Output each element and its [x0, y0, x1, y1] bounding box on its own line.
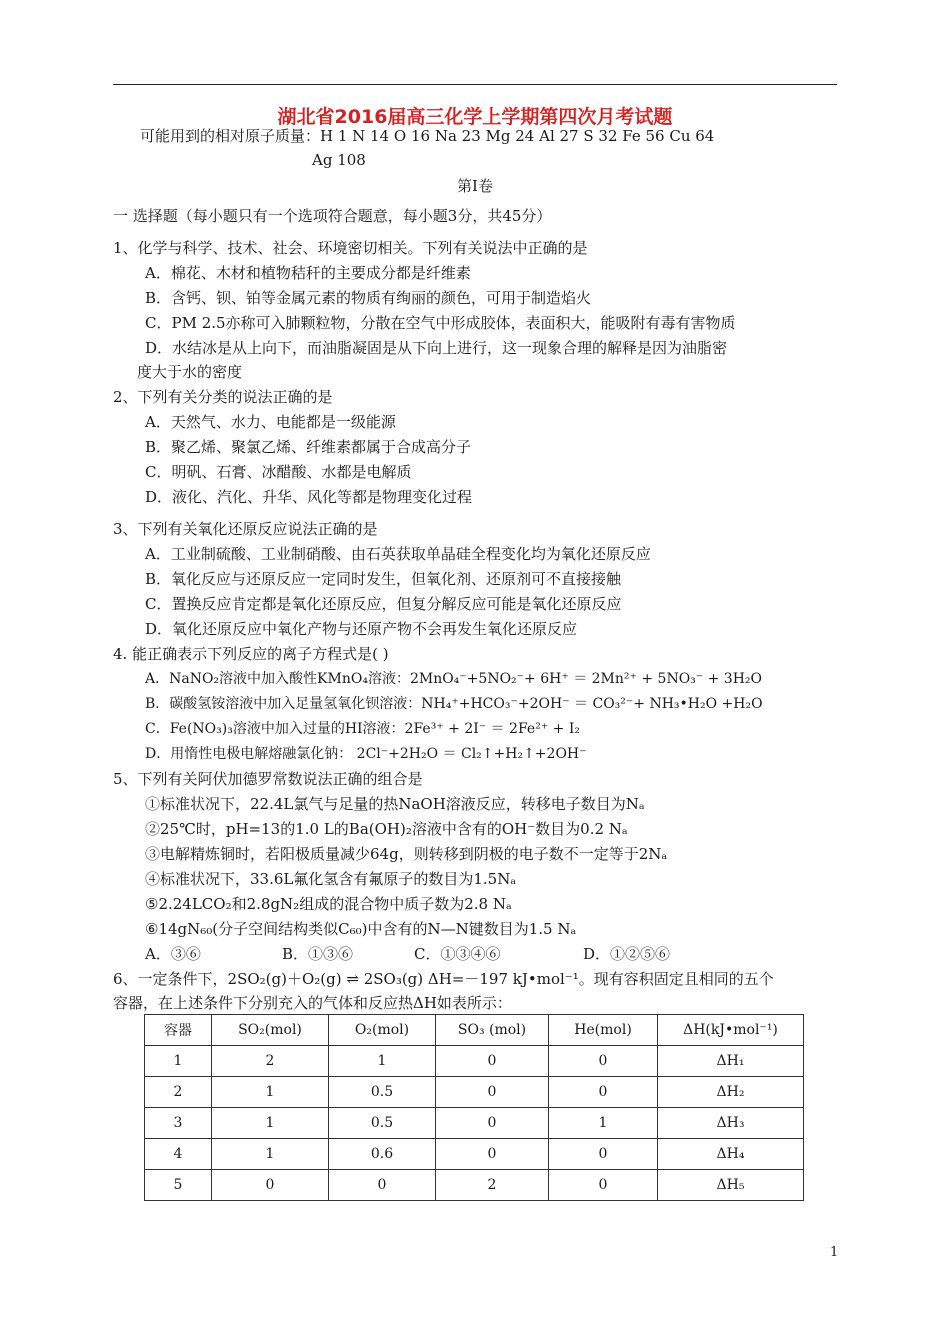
table-row	[145, 1077, 804, 1108]
q1-option-d-cont: 度大于水的密度	[137, 363, 243, 381]
table-cell: 1	[212, 1139, 329, 1170]
table-cell: 1	[212, 1077, 329, 1108]
table-cell: 4	[145, 1139, 212, 1170]
q5-option-d: D．①②⑤⑥	[583, 945, 671, 963]
table-row	[145, 1170, 804, 1201]
table-cell: 5	[145, 1170, 212, 1201]
q5-option-c: C．①③④⑥	[414, 945, 501, 963]
q1-option-d: D．水结冰是从上向下，而油脂凝固是从下向上进行，这一现象合理的解释是因为油脂密	[145, 339, 728, 357]
table-cell: 2	[212, 1046, 329, 1077]
table-header-cell: 容器	[145, 1015, 212, 1046]
q5-item-4: ④标准状况下，33.6L氟化氢含有氟原子的数目为1.5Nₐ	[145, 870, 517, 888]
table-cell: 0	[436, 1077, 549, 1108]
q1-option-c: C．PM 2.5亦称可入肺颗粒物，分散在空气中形成胶体，表面积大，能吸附有毒有害物质	[145, 314, 736, 332]
table-cell: 0	[549, 1139, 658, 1170]
q5-option-b: B．①③⑥	[282, 945, 354, 963]
part1-header: 一 选择题（每小题只有一个选项符合题意，每小题3分，共45分）	[113, 207, 552, 225]
table-cell: 1	[549, 1108, 658, 1139]
q1-option-a: A．棉花、木材和植物秸秆的主要成分都是纤维素	[145, 264, 471, 282]
q6-stem-cont: 容器，在上述条件下分别充入的气体和反应热ΔH如表所示：	[113, 994, 512, 1012]
table-cell: 1	[329, 1046, 436, 1077]
table-cell: 0	[329, 1170, 436, 1201]
q3-stem: 3、下列有关氧化还原反应说法正确的是	[113, 520, 378, 538]
table-cell: 3	[145, 1108, 212, 1139]
table-row	[145, 1108, 804, 1139]
q2-stem: 2、下列有关分类的说法正确的是	[113, 388, 333, 406]
table-header-cell: ΔH(kJ•mol⁻¹)	[658, 1015, 804, 1046]
table-cell: 2	[436, 1170, 549, 1201]
container-table	[144, 1014, 804, 1201]
table-header-row	[145, 1015, 804, 1046]
q2-option-d: D．液化、汽化、升华、风化等都是物理变化过程	[145, 488, 473, 506]
table-row	[145, 1046, 804, 1077]
q1-stem: 1、化学与科学、技术、社会、环境密切相关。下列有关说法中正确的是	[113, 239, 588, 257]
section-heading: 第Ⅰ卷	[457, 177, 493, 195]
table-cell: 1	[145, 1046, 212, 1077]
table-cell: 0	[549, 1170, 658, 1201]
table-cell: ΔH₃	[658, 1108, 804, 1139]
table-cell: 1	[212, 1108, 329, 1139]
q5-item-1: ①标准状况下，22.4L氯气与足量的热NaOH溶液反应，转移电子数目为Nₐ	[145, 795, 645, 813]
q3-option-a: A．工业制硫酸、工业制硝酸、由石英获取单晶硅全程变化均为氧化还原反应	[145, 545, 651, 563]
table-header-cell: SO₂(mol)	[212, 1015, 329, 1046]
table-cell: 0	[212, 1170, 329, 1201]
atomic-masses: 可能用到的相对原子质量：H 1 N 14 O 16 Na 23 Mg 24 Al 27 S 32 Fe 56 Cu 64	[140, 127, 715, 145]
q2-option-a: A．天然气、水力、电能都是一级能源	[145, 413, 396, 431]
q5-stem: 5、下列有关阿伏加德罗常数说法正确的组合是	[113, 770, 423, 788]
table-header-cell: O₂(mol)	[329, 1015, 436, 1046]
table-cell: ΔH₅	[658, 1170, 804, 1201]
table-cell: 0	[436, 1108, 549, 1139]
q3-option-d: D．氧化还原反应中氧化产物与还原产物不会再发生氧化还原反应	[145, 620, 578, 638]
q4-option-c: C．Fe(NO₃)₃溶液中加入过量的HI溶液：2Fe³⁺ + 2I⁻ ＝ 2Fe²⁺ + I₂	[145, 721, 580, 737]
q2-option-c: C．明矾、石膏、冰醋酸、水都是电解质	[145, 463, 412, 481]
q6-stem: 6、一定条件下，2SO₂(g)＋O₂(g) ⇌ 2SO₃(g) ΔH=－197 kJ•mol⁻¹。现有容积固定且相同的五个	[113, 970, 774, 988]
q3-option-b: B．氧化反应与还原反应一定同时发生，但氧化剂、还原剂可不直接接触	[145, 570, 622, 588]
table-cell: 0	[436, 1046, 549, 1077]
q5-item-5: ⑤2.24LCO₂和2.8gN₂组成的混合物中质子数为2.8 Nₐ	[145, 895, 512, 913]
table-cell: 0.5	[329, 1077, 436, 1108]
top-rule	[113, 84, 837, 85]
page-number: 1	[830, 1245, 839, 1260]
table-cell: 0	[436, 1139, 549, 1170]
table-cell: 0.5	[329, 1108, 436, 1139]
table-cell: 0	[549, 1077, 658, 1108]
q5-item-2: ②25℃时，pH=13的1.0 L的Ba(OH)₂溶液中含有的OH⁻数目为0.2 Nₐ	[145, 820, 628, 838]
page-title: 湖北省2016届高三化学上学期第四次月考试题	[277, 106, 673, 128]
table-cell: ΔH₄	[658, 1139, 804, 1170]
q2-option-b: B．聚乙烯、聚氯乙烯、纤维素都属于合成高分子	[145, 438, 472, 456]
q4-stem: 4. 能正确表示下列反应的离子方程式是( )	[113, 645, 389, 663]
q5-item-6: ⑥14gN₆₀(分子空间结构类似C₆₀)中含有的N—N键数目为1.5 Nₐ	[145, 920, 577, 938]
q4-option-d: D．用惰性电极电解熔融氯化钠： 2Cl⁻+2H₂O ＝ Cl₂↑+H₂↑+2OH⁻	[145, 746, 587, 762]
table-row	[145, 1139, 804, 1170]
q1-option-b: B．含钙、钡、铂等金属元素的物质有绚丽的颜色，可用于制造焰火	[145, 289, 592, 307]
table-cell: ΔH₂	[658, 1077, 804, 1108]
q4-option-a: A．NaNO₂溶液中加入酸性KMnO₄溶液：2MnO₄⁻+5NO₂⁻+ 6H⁺ ＝ 2Mn²⁺ + 5NO₃⁻ + 3H₂O	[145, 671, 763, 687]
q5-option-a: A．③⑥	[145, 945, 201, 963]
table-header-cell: He(mol)	[549, 1015, 658, 1046]
q4-option-b: B．碳酸氢铵溶液中加入足量氢氧化钡溶液：NH₄⁺+HCO₃⁻+2OH⁻ ＝ CO₃²⁻+ NH₃•H₂O +H₂O	[145, 696, 763, 712]
atomic-masses-cont: Ag 108	[312, 151, 366, 169]
table-cell: 2	[145, 1077, 212, 1108]
table-cell: ΔH₁	[658, 1046, 804, 1077]
table-header-cell: SO₃ (mol)	[436, 1015, 549, 1046]
table-cell: 0.6	[329, 1139, 436, 1170]
q3-option-c: C．置换反应肯定都是氧化还原反应，但复分解反应可能是氧化还原反应	[145, 595, 622, 613]
table-cell: 0	[549, 1046, 658, 1077]
q5-item-3: ③电解精炼铜时，若阳极质量减少64g，则转移到阴极的电子数不一定等于2Nₐ	[145, 845, 668, 863]
